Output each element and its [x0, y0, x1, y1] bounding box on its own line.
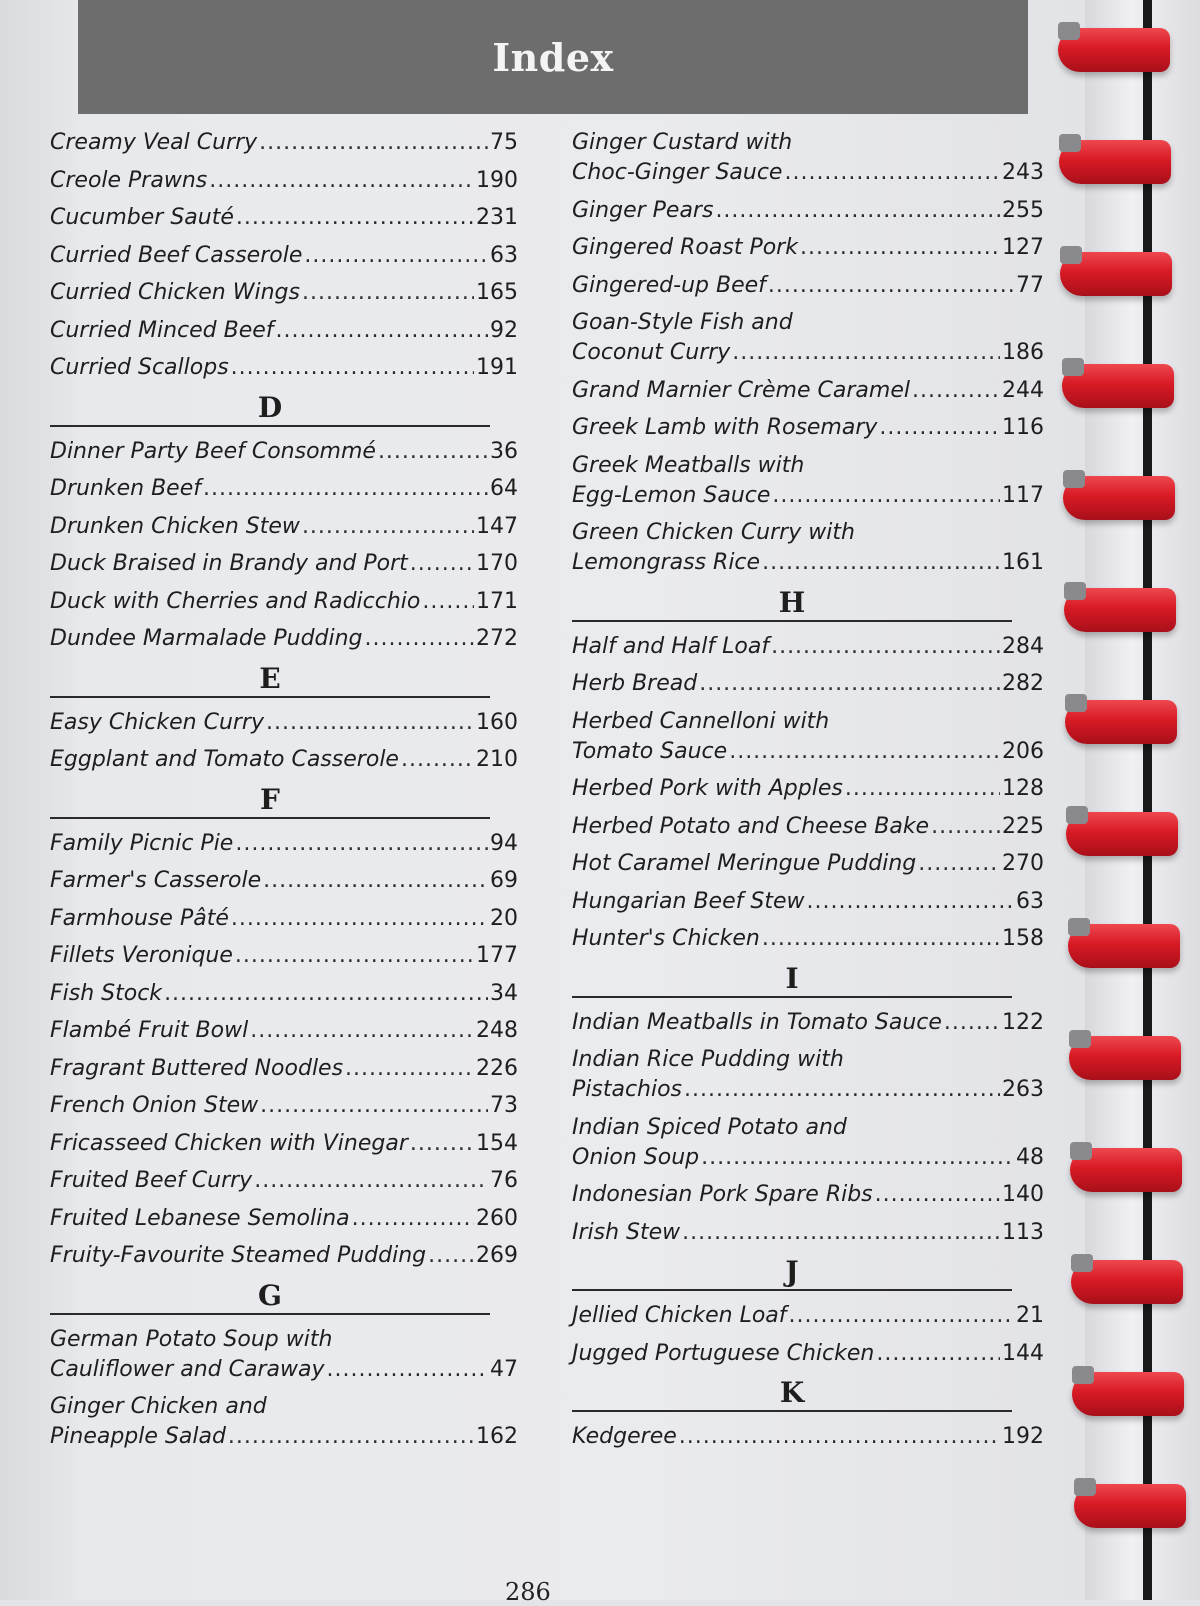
entry-title: Cauliflower and Caraway	[50, 1356, 325, 1382]
entry-page-number: 113	[1002, 1219, 1044, 1245]
section-divider	[572, 620, 1012, 622]
entry-page-number: 191	[476, 355, 518, 380]
entry-page-number: 92	[490, 317, 518, 343]
page-title: Index	[492, 34, 614, 80]
index-entry	[572, 196, 1044, 226]
entry-title: Fricasseed Chicken with Vinegar	[50, 1130, 408, 1156]
section-divider	[50, 696, 490, 698]
entry-page-number: 270	[1002, 851, 1044, 876]
index-entry	[50, 1016, 518, 1046]
entry-title: Jugged Portuguese Chicken	[572, 1340, 875, 1366]
index-entry	[50, 1091, 518, 1121]
entry-page-number: 47	[490, 1356, 518, 1382]
index-entry	[50, 1325, 518, 1385]
index-entry	[572, 271, 1044, 301]
dot-leader	[304, 241, 488, 271]
entry-title: Indian Meatballs in Tomato Sauce	[572, 1009, 942, 1035]
index-entry	[572, 1301, 1044, 1331]
index-entry	[50, 278, 518, 308]
entry-title: Farmer's Casserole	[50, 868, 262, 893]
dot-leader	[789, 1301, 1014, 1331]
dot-leader	[231, 353, 474, 383]
entry-page-number: 128	[1002, 776, 1044, 801]
entry-title-line: Indian Rice Pudding with	[572, 1047, 844, 1072]
index-entry	[572, 1045, 1044, 1105]
entry-title: Jellied Chicken Loaf	[572, 1303, 787, 1328]
dot-leader	[401, 745, 474, 775]
dot-leader	[302, 512, 474, 542]
dot-leader	[254, 1166, 488, 1196]
binding-coil	[1071, 1260, 1183, 1304]
entry-page-number: 94	[490, 830, 518, 856]
dot-leader	[352, 1204, 474, 1234]
index-entry	[572, 849, 1044, 879]
index-entry	[50, 587, 518, 617]
binding-coil	[1060, 252, 1172, 296]
entry-page-number: 171	[476, 588, 518, 614]
entry-title: Indonesian Pork Spare Ribs	[572, 1182, 873, 1207]
index-entry	[572, 376, 1044, 406]
index-entry	[572, 887, 1044, 917]
binding-coil	[1064, 588, 1176, 632]
index-entry	[50, 624, 518, 654]
entry-title: Drunken Chicken Stew	[50, 513, 300, 539]
entry-page-number: 243	[1002, 160, 1044, 185]
entry-title: Cucumber Sauté	[50, 205, 234, 230]
entry-page-number: 272	[476, 626, 518, 651]
entry-title: Herb Bread	[572, 671, 698, 696]
dot-leader	[912, 376, 1000, 406]
index-entry	[50, 549, 518, 579]
index-entry	[572, 308, 1044, 368]
entry-page-number: 226	[476, 1055, 518, 1081]
dot-leader	[768, 271, 1014, 301]
binding-coil	[1074, 1484, 1186, 1528]
entry-title: Curried Scallops	[50, 355, 229, 380]
dot-leader	[259, 128, 488, 158]
entry-page-number: 248	[476, 1018, 518, 1043]
dot-leader	[784, 158, 1000, 188]
dot-leader	[806, 887, 1014, 917]
page-number: 286	[505, 1578, 551, 1606]
entry-page-number: 177	[476, 943, 518, 968]
entry-title: Egg-Lemon Sauce	[572, 482, 771, 508]
entry-title: Family Picnic Pie	[50, 830, 234, 856]
dot-leader	[164, 979, 488, 1009]
entry-page-number: 161	[1002, 550, 1044, 575]
index-entry	[572, 1113, 1044, 1173]
entry-page-number: 269	[476, 1243, 518, 1268]
entry-page-number: 210	[476, 747, 518, 772]
entry-page-number: 190	[476, 167, 518, 193]
entry-page-number: 73	[490, 1093, 518, 1118]
entry-title: Fruited Beef Curry	[50, 1168, 253, 1193]
index-entry	[572, 413, 1044, 443]
index-entry	[572, 1218, 1044, 1248]
section-divider	[50, 1313, 490, 1315]
entry-page-number: 69	[490, 868, 518, 893]
entry-page-number: 48	[1016, 1144, 1044, 1170]
binding-coil	[1063, 476, 1175, 520]
entry-title: Pistachios	[572, 1077, 683, 1102]
entry-title: Creole Prawns	[50, 167, 208, 193]
header-bar	[78, 0, 1028, 114]
entry-title: Coconut Curry	[572, 340, 731, 365]
index-entry	[572, 632, 1044, 662]
entry-title: Greek Lamb with Rosemary	[572, 415, 878, 440]
index-entry	[50, 166, 518, 196]
section-letter: J	[785, 1255, 799, 1288]
index-entry	[50, 1129, 518, 1159]
dot-leader	[684, 1075, 1000, 1105]
entry-page-number: 64	[490, 476, 518, 501]
entry-title-line: German Potato Soup with	[50, 1326, 333, 1352]
entry-title: Eggplant and Tomato Casserole	[50, 747, 399, 772]
index-entry	[50, 1241, 518, 1271]
dot-leader	[378, 437, 488, 467]
entry-page-number: 206	[1002, 738, 1044, 764]
entry-title-line: Herbed Cannelloni with	[572, 708, 830, 734]
dot-leader	[231, 904, 488, 934]
index-entry	[50, 512, 518, 542]
dot-leader	[875, 1180, 1000, 1210]
binding-coil	[1070, 1148, 1182, 1192]
dot-leader	[422, 587, 474, 617]
entry-title: Lemongrass Rice	[572, 550, 761, 575]
dot-leader	[918, 849, 1000, 879]
entry-page-number: 117	[1002, 482, 1044, 508]
binding-coil	[1069, 1036, 1181, 1080]
entry-title: Curried Beef Casserole	[50, 242, 303, 268]
section-letter: I	[785, 961, 799, 995]
dot-leader	[260, 1091, 488, 1121]
dot-leader	[266, 708, 474, 738]
entry-title: Gingered Roast Pork	[572, 235, 798, 260]
entry-page-number: 122	[1002, 1009, 1044, 1035]
section-letter: D	[257, 390, 283, 424]
index-entry	[50, 708, 518, 738]
entry-title: Irish Stew	[572, 1219, 681, 1245]
entry-page-number: 34	[490, 980, 518, 1006]
entry-page-number: 140	[1002, 1182, 1044, 1207]
dot-leader	[302, 278, 474, 308]
binding-coil	[1062, 364, 1174, 408]
entry-title: Herbed Potato and Cheese Bake	[572, 813, 930, 839]
entry-title: Ginger Pears	[572, 197, 714, 223]
dot-leader	[345, 1054, 474, 1084]
index-entry	[50, 904, 518, 934]
dot-leader	[327, 1355, 489, 1385]
index-entry	[50, 829, 518, 859]
binding-coil	[1068, 924, 1180, 968]
dot-leader	[845, 774, 1000, 804]
entry-page-number: 192	[1002, 1424, 1044, 1449]
entry-title: Pineapple Salad	[50, 1424, 226, 1449]
entry-title: Fillets Veronique	[50, 943, 233, 968]
index-entry	[50, 241, 518, 271]
dot-leader	[701, 1143, 1014, 1173]
entry-title: Dinner Party Beef Consommé	[50, 438, 376, 464]
left-column	[50, 128, 518, 1460]
index-entry	[572, 774, 1044, 804]
entry-title: Drunken Beef	[50, 476, 201, 501]
dot-leader	[365, 624, 474, 654]
entry-title: Fragrant Buttered Noodles	[50, 1055, 344, 1081]
entry-page-number: 186	[1002, 340, 1044, 365]
entry-title: Dundee Marmalade Pudding	[50, 626, 363, 651]
dot-leader	[762, 548, 1000, 578]
index-entry	[50, 474, 518, 504]
dot-leader	[203, 474, 488, 504]
entry-page-number: 21	[1016, 1303, 1044, 1328]
dot-leader	[772, 481, 1000, 511]
index-entry	[50, 1054, 518, 1084]
index-entry	[50, 979, 518, 1009]
dot-leader	[729, 737, 1000, 767]
entry-title: Choc-Ginger Sauce	[572, 160, 783, 185]
entry-page-number: 158	[1002, 926, 1044, 951]
index-entry	[50, 128, 518, 158]
entry-page-number: 77	[1016, 272, 1044, 298]
entry-title: Grand Marnier Crème Caramel	[572, 377, 910, 403]
index-entry	[50, 437, 518, 467]
index-entry	[50, 1204, 518, 1234]
section-letter: H	[778, 585, 806, 619]
dot-leader	[410, 549, 474, 579]
entry-title: Creamy Veal Curry	[50, 130, 258, 155]
entry-title: Onion Soup	[572, 1144, 700, 1170]
index-entry	[572, 1180, 1044, 1210]
entry-title: Kedgeree	[572, 1424, 677, 1449]
dot-leader	[276, 316, 488, 346]
entry-title: Fruity-Favourite Steamed Pudding	[50, 1243, 427, 1268]
dot-leader	[699, 669, 1000, 699]
entry-page-number: 20	[490, 905, 518, 931]
entry-title: Hunter's Chicken	[572, 926, 760, 951]
entry-title: Duck with Cherries and Radicchio	[50, 588, 421, 614]
entry-title-line: Goan-Style Fish and	[572, 310, 793, 335]
entry-title: Farmhouse Pâté	[50, 905, 229, 931]
index-entry	[572, 518, 1044, 578]
entry-title-line: Indian Spiced Potato and	[572, 1114, 847, 1140]
dot-leader	[428, 1241, 474, 1271]
entry-page-number: 63	[490, 242, 518, 268]
entry-page-number: 255	[1002, 197, 1044, 223]
section-letter: F	[260, 782, 280, 816]
entry-title: French Onion Stew	[50, 1093, 259, 1118]
dot-leader	[876, 1339, 1000, 1369]
section-letter: E	[259, 661, 281, 695]
entry-title: Easy Chicken Curry	[50, 709, 264, 735]
index-entry	[50, 745, 518, 775]
entry-page-number: 160	[476, 709, 518, 735]
index-entry	[50, 866, 518, 896]
index-entry	[572, 812, 1044, 842]
entry-title-line: Greek Meatballs with	[572, 452, 805, 478]
entry-page-number: 76	[490, 1168, 518, 1193]
entry-title: Gingered-up Beef	[572, 272, 766, 298]
binding-coil	[1072, 1372, 1184, 1416]
entry-title: Curried Minced Beef	[50, 317, 274, 343]
entry-page-number: 231	[476, 205, 518, 230]
dot-leader	[235, 829, 488, 859]
entry-page-number: 260	[476, 1205, 518, 1231]
dot-leader	[236, 203, 474, 233]
dot-leader	[715, 196, 1000, 226]
index-entry	[572, 1422, 1044, 1452]
dot-leader	[762, 924, 1000, 954]
entry-title: Duck Braised in Brandy and Port	[50, 551, 408, 576]
index-entry	[50, 316, 518, 346]
dot-leader	[410, 1129, 474, 1159]
index-entry	[50, 353, 518, 383]
dot-leader	[944, 1008, 1000, 1038]
entry-title: Flambé Fruit Bowl	[50, 1018, 249, 1043]
entry-page-number: 63	[1016, 888, 1044, 914]
entry-title-line: Ginger Chicken and	[50, 1394, 267, 1419]
entry-title-line: Green Chicken Curry with	[572, 520, 855, 545]
dot-leader	[235, 941, 474, 971]
binding-coil	[1065, 700, 1177, 744]
entry-title: Herbed Pork with Apples	[572, 776, 843, 801]
dot-leader	[682, 1218, 1000, 1248]
dot-leader	[800, 233, 1000, 263]
entry-page-number: 263	[1002, 1077, 1044, 1102]
entry-page-number: 144	[1002, 1340, 1044, 1366]
index-entry	[572, 707, 1044, 767]
entry-page-number: 244	[1002, 377, 1044, 403]
dot-leader	[931, 812, 1000, 842]
dot-leader	[732, 338, 1000, 368]
dot-leader	[771, 632, 1000, 662]
dot-leader	[209, 166, 474, 196]
entry-page-number: 154	[476, 1130, 518, 1156]
entry-title: Hot Caramel Meringue Pudding	[572, 851, 917, 876]
index-entry	[572, 128, 1044, 188]
entry-title: Hungarian Beef Stew	[572, 888, 805, 914]
binding-coil	[1059, 140, 1171, 184]
entry-title: Fruited Lebanese Semolina	[50, 1205, 350, 1231]
entry-page-number: 147	[476, 513, 518, 539]
entry-page-number: 165	[476, 280, 518, 305]
entry-page-number: 225	[1002, 813, 1044, 839]
binding-coil	[1066, 812, 1178, 856]
entry-page-number: 116	[1002, 415, 1044, 440]
dot-leader	[679, 1422, 1000, 1452]
entry-page-number: 284	[1002, 633, 1044, 659]
section-divider	[572, 1410, 1012, 1412]
binding-coil	[1058, 28, 1170, 72]
index-entry	[572, 451, 1044, 511]
index-entry	[50, 941, 518, 971]
section-divider	[50, 817, 490, 819]
entry-page-number: 162	[476, 1424, 518, 1449]
entry-page-number: 127	[1002, 235, 1044, 260]
index-entry	[50, 1392, 518, 1452]
entry-page-number: 36	[490, 438, 518, 464]
right-column	[572, 128, 1044, 1460]
index-entry	[50, 203, 518, 233]
entry-title: Fish Stock	[50, 980, 163, 1006]
entry-title: Half and Half Loaf	[572, 633, 770, 659]
dot-leader	[228, 1422, 474, 1452]
dot-leader	[250, 1016, 474, 1046]
entry-title-line: Ginger Custard with	[572, 130, 793, 155]
index-entry	[572, 1008, 1044, 1038]
section-letter: K	[779, 1376, 805, 1409]
entry-title: Tomato Sauce	[572, 738, 728, 764]
entry-page-number: 75	[490, 130, 518, 155]
section-divider	[50, 425, 490, 427]
index-entry	[572, 1339, 1044, 1369]
entry-page-number: 282	[1002, 671, 1044, 696]
section-divider	[572, 1289, 1012, 1291]
index-entry	[50, 1166, 518, 1196]
dot-leader	[263, 866, 488, 896]
binding-rail	[1143, 0, 1152, 1600]
index-entry	[572, 924, 1044, 954]
dot-leader	[879, 413, 1000, 443]
index-entry	[572, 669, 1044, 699]
index-entry	[572, 233, 1044, 263]
section-letter: G	[258, 1278, 282, 1312]
section-divider	[572, 996, 1012, 998]
entry-title: Curried Chicken Wings	[50, 280, 300, 305]
entry-page-number: 170	[476, 551, 518, 576]
